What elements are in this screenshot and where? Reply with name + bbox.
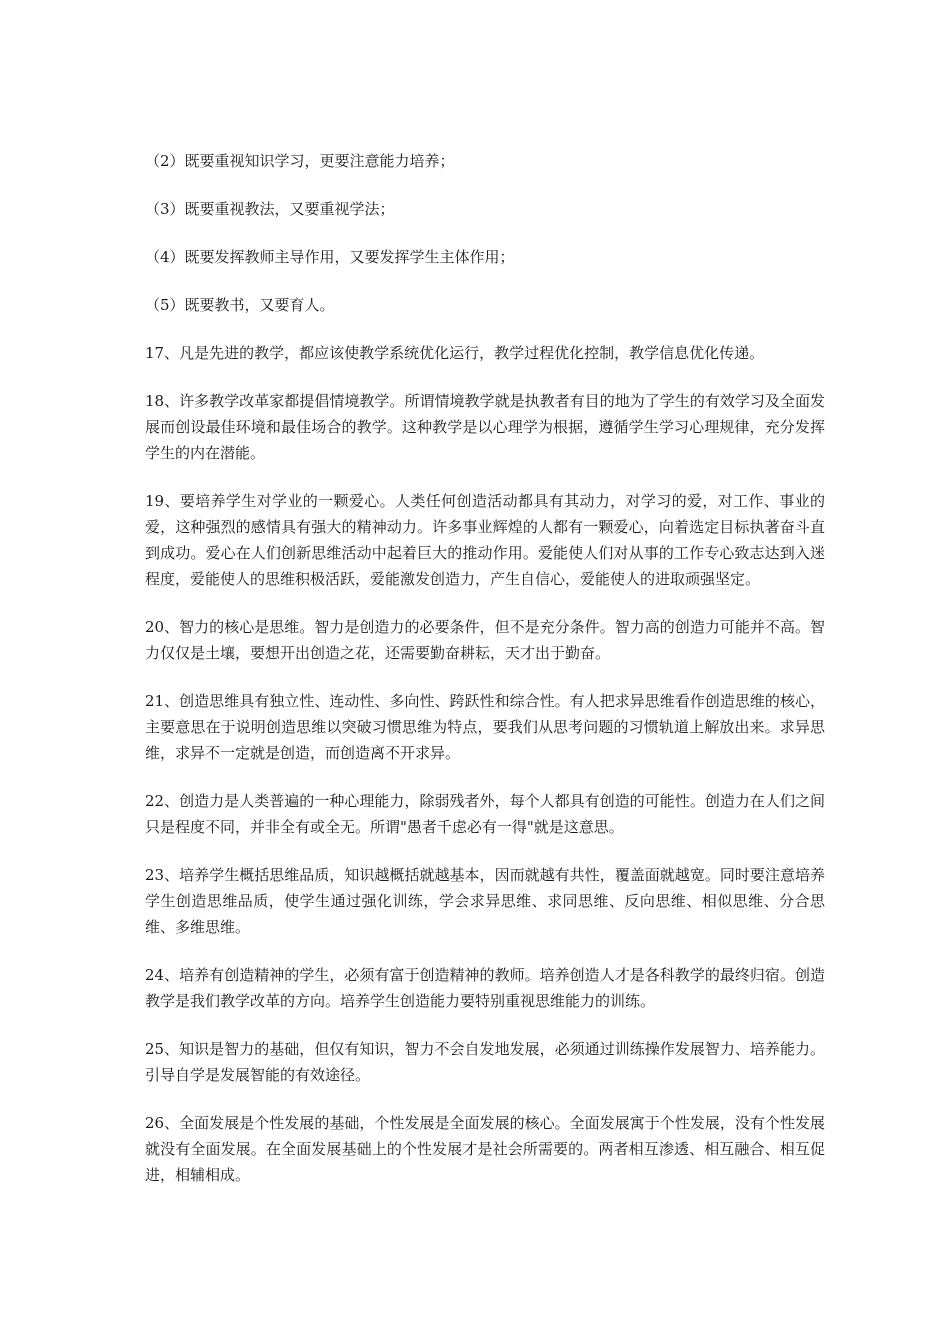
paragraph-26: 26、全面发展是个性发展的基础，个性发展是全面发展的核心。全面发展寓于个性发展，没有个性发展就没有全面发展。在全面发展基础上的个性发展才是社会所需要的。两者相互渗透、相互融合、相互促进，相辅相成。 [145, 1114, 825, 1184]
paragraph-24: 24、培养有创造精神的学生，必须有富于创造精神的教师。培养创造人才是各科教学的最终归宿。创造教学是我们教学改革的方向。培养学生创造能力要特别重视思维能力的训练。 [145, 966, 825, 1010]
paragraph-21: 21、创造思维具有独立性、连动性、多向性、跨跃性和综合性。有人把求异思维看作创造思维的核心，主要意思在于说明创造思维以突破习惯思维为特点，要我们从思考问题的习惯轨道上解放出来。求异思维，求异不一定就是创造，而创造离不开求异。 [145, 692, 825, 762]
document-body [145, 148, 825, 1210]
paragraph-22: 22、创造力是人类普遍的一种心理能力，除弱残者外，每个人都具有创造的可能性。创造力在人们之间只是程度不同，并非全有或全无。所谓"愚者千虑必有一得"就是这意思。 [145, 792, 825, 836]
paragraph-17: 17、凡是先进的教学，都应该使教学系统优化运行，教学过程优化控制，教学信息优化传递。 [145, 344, 765, 362]
paragraph-item-3: （3）既要重视教法，又要重视学法； [145, 200, 395, 218]
paragraph-item-5: （5）既要教书，又要育人。 [145, 296, 335, 314]
paragraph-23: 23、培养学生概括思维品质，知识越概括就越基本，因而就越有共性，覆盖面就越宽。同时要注意培养学生创造思维品质，使学生通过强化训练，学会求异思维、求同思维、反向思维、相似思维、分合思维、多维思维。 [145, 866, 825, 936]
paragraph-item-2: （2）既要重视知识学习，更要注意能力培养； [145, 152, 455, 170]
paragraph-25: 25、知识是智力的基础，但仅有知识，智力不会自发地发展，必须通过训练操作发展智力、培养能力。引导自学是发展智能的有效途径。 [145, 1040, 825, 1084]
paragraph-19: 19、要培养学生对学业的一颗爱心。人类任何创造活动都具有其动力，对学习的爱，对工作、事业的爱，这种强烈的感情具有强大的精神动力。许多事业辉煌的人都有一颗爱心，向着选定目标执著奋斗直到成功。爱心在人们创新思维活动中起着巨大的推动作用。爱能使人们对从事的工作专心致志达到入迷程度，爱能使人的思维积极活跃，爱能激发创造力，产生自信心，爱能使人的进取顽强坚定。 [145, 492, 825, 588]
paragraph-18: 18、许多教学改革家都提倡情境教学。所谓情境教学就是执教者有目的地为了学生的有效学习及全面发展而创设最佳环境和最佳场合的教学。这种教学是以心理学为根据，遵循学生学习心理规律，充分发挥学生的内在潜能。 [145, 392, 825, 462]
paragraph-20: 20、智力的核心是思维。智力是创造力的必要条件，但不是充分条件。智力高的创造力可能并不高。智力仅仅是土壤，要想开出创造之花，还需要勤奋耕耘，天才出于勤奋。 [145, 618, 825, 662]
paragraph-item-4: （4）既要发挥教师主导作用，又要发挥学生主体作用； [145, 248, 515, 266]
